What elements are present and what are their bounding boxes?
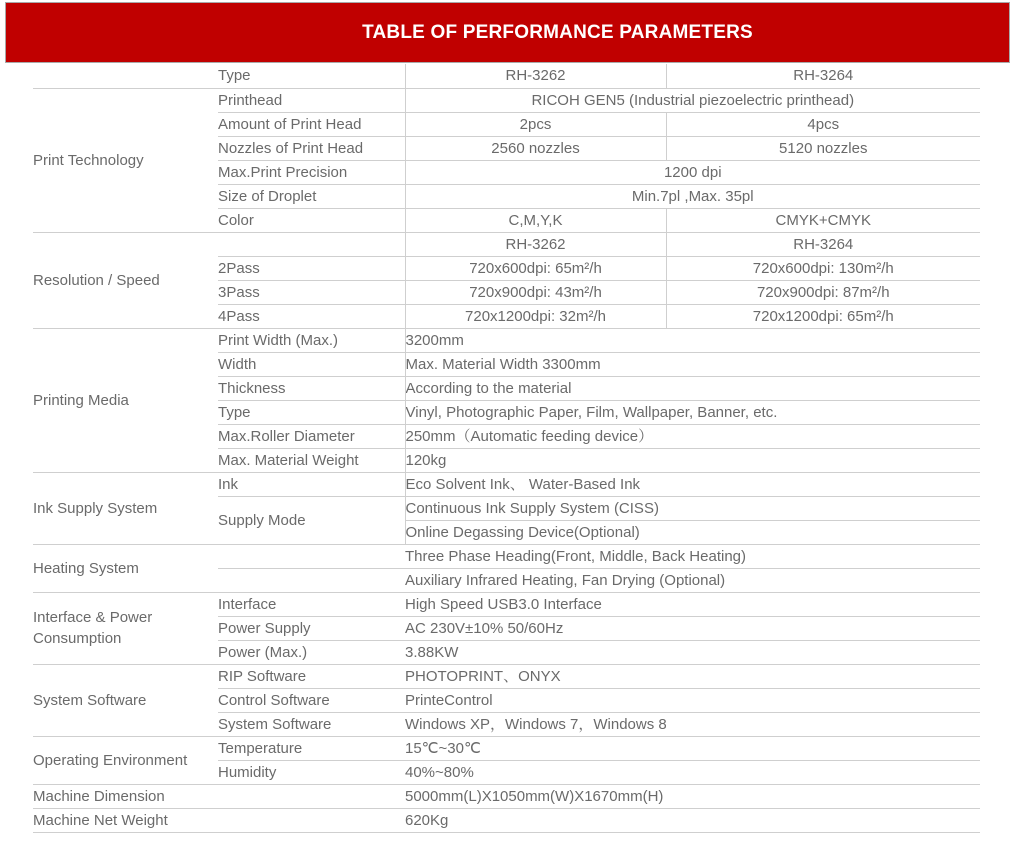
value-cell: 3.88KW (405, 640, 980, 664)
value-cell: Auxiliary Infrared Heating, Fan Drying (Optional) (405, 568, 980, 592)
table-row (33, 232, 980, 256)
group-label: Machine Dimension (33, 784, 218, 808)
parameter-name: Interface (218, 592, 405, 616)
value-cell: 620Kg (405, 808, 980, 832)
value-cell: C,M,Y,K (405, 208, 666, 232)
group-label: Machine Net Weight (33, 808, 218, 832)
value-cell: RH-3262 (405, 64, 666, 88)
value-cell: 720x600dpi: 65m²/h (405, 256, 666, 280)
parameter-name: Max.Print Precision (218, 160, 405, 184)
value-cell: 720x1200dpi: 65m²/h (666, 304, 980, 328)
value-cell: 720x900dpi: 87m²/h (666, 280, 980, 304)
parameter-name: System Software (218, 712, 405, 736)
value-cell: RH-3262 (405, 232, 666, 256)
group-label: Operating Environment (33, 736, 218, 784)
parameter-name: Ink (218, 472, 405, 496)
value-cell: 40%~80% (405, 760, 980, 784)
table-row (33, 544, 980, 568)
parameter-name: Power (Max.) (218, 640, 405, 664)
group-label: Ink Supply System (33, 472, 218, 544)
value-cell: 2pcs (405, 112, 666, 136)
value-cell: 15℃~30℃ (405, 736, 980, 760)
parameter-name: Amount of Print Head (218, 112, 405, 136)
parameter-name (218, 232, 405, 256)
value-cell: Min.7pl ,Max. 35pl (405, 184, 980, 208)
parameter-name: Max. Material Weight (218, 448, 405, 472)
parameter-name: Power Supply (218, 616, 405, 640)
value-cell: 3200mm (405, 328, 980, 352)
parameter-name: Printhead (218, 88, 405, 112)
value-cell: 720x1200dpi: 32m²/h (405, 304, 666, 328)
parameter-name: Width (218, 352, 405, 376)
table-row (33, 784, 980, 808)
value-cell: AC 230V±10% 50/60Hz (405, 616, 980, 640)
parameter-name (218, 808, 405, 832)
group-label (33, 64, 218, 88)
value-cell: 720x900dpi: 43m²/h (405, 280, 666, 304)
parameter-name: Size of Droplet (218, 184, 405, 208)
performance-parameters-table (33, 64, 980, 833)
value-cell: RH-3264 (666, 232, 980, 256)
value-cell: PHOTOPRINT、ONYX (405, 664, 980, 688)
group-label: Resolution / Speed (33, 232, 218, 328)
parameter-name: Humidity (218, 760, 405, 784)
value-cell: PrinteControl (405, 688, 980, 712)
parameter-name: Type (218, 400, 405, 424)
value-cell: Online Degassing Device(Optional) (405, 520, 980, 544)
table-row (33, 328, 980, 352)
table-row (33, 664, 980, 688)
parameter-name: 4Pass (218, 304, 405, 328)
page-title: TABLE OF PERFORMANCE PARAMETERS (362, 22, 753, 43)
value-cell: 720x600dpi: 130m²/h (666, 256, 980, 280)
parameter-name: Nozzles of Print Head (218, 136, 405, 160)
value-cell: Eco Solvent Ink、 Water-Based Ink (405, 472, 980, 496)
parameter-name: Supply Mode (218, 496, 405, 544)
table-row (33, 808, 980, 832)
value-cell: 5000mm(L)X1050mm(W)X1670mm(H) (405, 784, 980, 808)
value-cell: 120kg (405, 448, 980, 472)
value-cell: Windows XP，Windows 7，Windows 8 (405, 712, 980, 736)
group-label: System Software (33, 664, 218, 736)
parameter-name (218, 568, 405, 592)
group-label: Heating System (33, 544, 218, 592)
title-banner (5, 2, 1010, 63)
group-label: Print Technology (33, 88, 218, 232)
value-cell: High Speed USB3.0 Interface (405, 592, 980, 616)
value-cell: 4pcs (666, 112, 980, 136)
parameter-name (218, 544, 405, 568)
parameter-name: 3Pass (218, 280, 405, 304)
table-row (33, 592, 980, 616)
parameter-name: Temperature (218, 736, 405, 760)
table-row (33, 472, 980, 496)
value-cell: CMYK+CMYK (666, 208, 980, 232)
value-cell: According to the material (405, 376, 980, 400)
parameter-name: Type (218, 64, 405, 88)
value-cell: Vinyl, Photographic Paper, Film, Wallpaper, Banner, etc. (405, 400, 980, 424)
parameter-name (218, 784, 405, 808)
value-cell: RICOH GEN5 (Industrial piezoelectric printhead) (405, 88, 980, 112)
value-cell: Max. Material Width 3300mm (405, 352, 980, 376)
parameter-name: Color (218, 208, 405, 232)
table-row (33, 64, 980, 88)
table-row (33, 736, 980, 760)
parameter-name: Control Software (218, 688, 405, 712)
value-cell: 2560 nozzles (405, 136, 666, 160)
value-cell: 5120 nozzles (666, 136, 980, 160)
group-label: Interface & Power Consumption (33, 592, 218, 664)
table-body (33, 64, 980, 832)
parameter-name: Thickness (218, 376, 405, 400)
value-cell: RH-3264 (666, 64, 980, 88)
group-label: Printing Media (33, 328, 218, 472)
parameter-name: 2Pass (218, 256, 405, 280)
table-row (33, 88, 980, 112)
value-cell: 1200 dpi (405, 160, 980, 184)
parameter-name: Max.Roller Diameter (218, 424, 405, 448)
value-cell: Continuous Ink Supply System (CISS) (405, 496, 980, 520)
value-cell: 250mm（Automatic feeding device） (405, 424, 980, 448)
parameter-name: RIP Software (218, 664, 405, 688)
parameter-name: Print Width (Max.) (218, 328, 405, 352)
value-cell: Three Phase Heading(Front, Middle, Back Heating) (405, 544, 980, 568)
